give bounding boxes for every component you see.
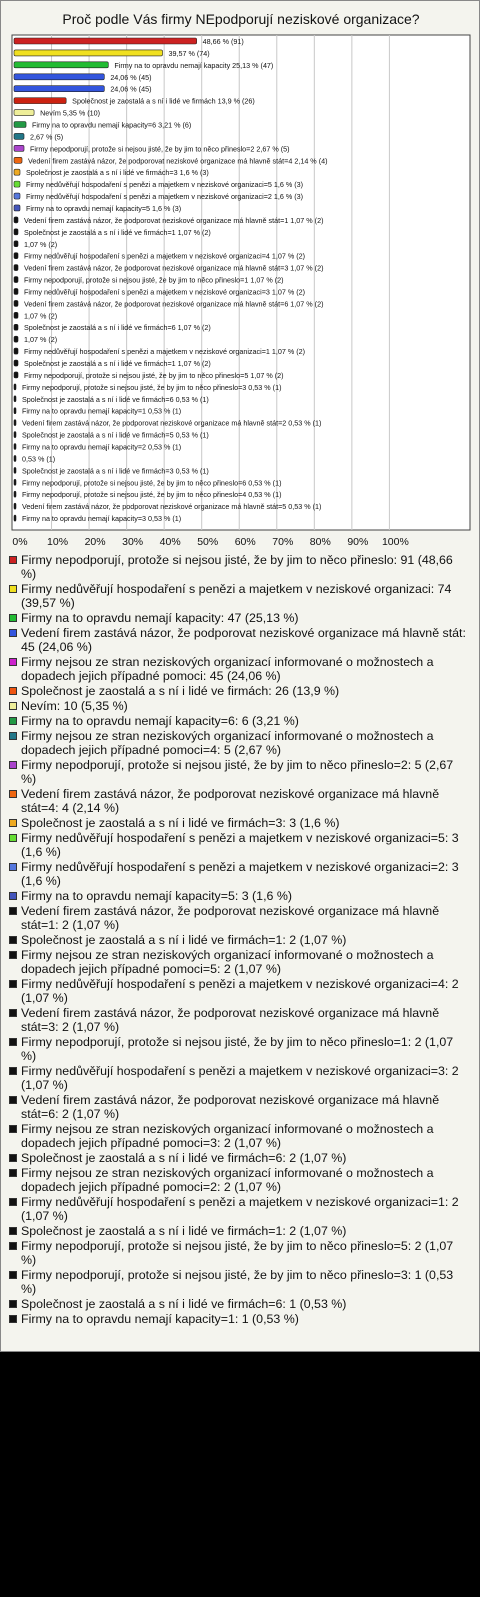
bar-label: Firmy nedůvěřují hospodaření s penězi a majetkem v neziskové organizaci=1 1,07 % (2) bbox=[24, 347, 306, 357]
x-tick-label: 20% bbox=[84, 536, 106, 548]
legend-item bbox=[9, 1239, 471, 1267]
bar-label: Firmy nepodporují, protože si nejsou jisté, že by jim to něco přineslo=2 2,67 % (5) bbox=[30, 144, 290, 154]
legend-label: Firmy nedůvěřují hospodaření s penězi a majetkem v neziskové organizaci: 74 (39,57 %) bbox=[21, 582, 452, 610]
legend-label: Společnost je zaostalá a s ní i lidé ve firmách=1: 2 (1,07 %) bbox=[21, 933, 347, 947]
legend-label: Vedení firem zastává názor, že podporovat neziskové organizace má hlavně stát=4: 4 (2,14 %) bbox=[21, 787, 440, 815]
legend-item bbox=[9, 860, 471, 888]
legend-label: Firmy na to opravdu nemají kapacity: 47 (25,13 %) bbox=[21, 611, 299, 625]
legend-label: Firmy nejsou ze stran neziskových organizací informované o možnostech a dopadech jejich případné pomoci=3: 2 (1,07 %) bbox=[21, 1122, 434, 1150]
legend-item bbox=[9, 1224, 471, 1238]
legend-swatch bbox=[9, 980, 17, 988]
legend-item bbox=[9, 626, 471, 654]
legend-label: Firmy nejsou ze stran neziskových organizací informované o možnostech a dopadech jejich případné pomoci: 45 (24,06 %) bbox=[21, 655, 434, 683]
legend-swatch bbox=[9, 819, 17, 827]
legend-item bbox=[9, 1297, 471, 1311]
legend-swatch bbox=[9, 1198, 17, 1206]
legend-swatch bbox=[9, 658, 17, 666]
bar bbox=[14, 336, 18, 342]
bar-label: Společnost je zaostalá a s ní i lidé ve firmách=3 1,6 % (3) bbox=[26, 168, 209, 178]
legend-label: Firmy nepodporují, protože si nejsou jisté, že by jim to něco přineslo=1: 2 (1,07 %) bbox=[21, 1035, 454, 1063]
legend-label: Firmy nepodporují, protože si nejsou jisté, že by jim to něco přineslo=2: 5 (2,67 %) bbox=[21, 758, 454, 786]
x-tick-label: 10% bbox=[47, 536, 69, 548]
bar bbox=[14, 515, 16, 521]
bar-label: 2,67 % (5) bbox=[30, 132, 64, 142]
legend-item bbox=[9, 948, 471, 976]
bar-label: 39,57 % (74) bbox=[168, 48, 210, 58]
bar bbox=[14, 145, 24, 151]
legend-item bbox=[9, 655, 471, 683]
legend-item bbox=[9, 1035, 471, 1063]
legend-item bbox=[9, 729, 471, 757]
bar bbox=[14, 503, 16, 509]
legend-swatch bbox=[9, 585, 17, 593]
chart-legend bbox=[9, 553, 471, 1327]
legend-label: Vedení firem zastává názor, že podporovat neziskové organizace má hlavně stát=3: 2 (1,07 %) bbox=[21, 1006, 440, 1034]
legend-item bbox=[9, 889, 471, 903]
legend-item bbox=[9, 553, 471, 581]
bar bbox=[14, 217, 18, 223]
legend-item bbox=[9, 904, 471, 932]
bar-label: Společnost je zaostalá a s ní i lidé ve firmách=6 0,53 % (1) bbox=[21, 394, 209, 404]
bar bbox=[14, 38, 197, 44]
legend-label: Firmy nepodporují, protože si nejsou jisté, že by jim to něco přineslo=5: 2 (1,07 %) bbox=[21, 1239, 454, 1267]
chart-title: Proč podle Vás firmy NEpodporují neziskové organizace? bbox=[62, 11, 420, 27]
bar-label: 0,53 % (1) bbox=[21, 454, 56, 464]
legend-label: Firmy nedůvěřují hospodaření s penězi a majetkem v neziskové organizaci=1: 2 (1,07 %) bbox=[21, 1195, 459, 1223]
bar-label: Firmy nepodporují, protože si nejsou jisté, že by jim to něco přineslo=3 0,53 % (1) bbox=[21, 382, 282, 392]
bar-label: Společnost je zaostalá a s ní i lidé ve firmách=1 1,07 % (2) bbox=[24, 227, 211, 237]
bar bbox=[14, 133, 24, 139]
bar bbox=[14, 444, 16, 450]
bar bbox=[14, 408, 16, 414]
legend-label: Společnost je zaostalá a s ní i lidé ve firmách: 26 (13,9 %) bbox=[21, 684, 340, 698]
bar-label: 24,06 % (45) bbox=[110, 84, 152, 94]
bar-chart bbox=[1, 1, 479, 551]
legend-swatch bbox=[9, 629, 17, 637]
bar-label: Firmy nepodporují, protože si nejsou jisté, že by jim to něco přineslo=4 0,53 % (1) bbox=[21, 490, 282, 500]
x-tick-label: 50% bbox=[197, 536, 219, 548]
legend-swatch bbox=[9, 614, 17, 622]
bar-label: Firmy nepodporují, protože si nejsou jisté, že by jim to něco přineslo=1 1,07 % (2) bbox=[24, 275, 284, 285]
bar bbox=[14, 205, 20, 211]
legend-label: Společnost je zaostalá a s ní i lidé ve firmách=3: 3 (1,6 %) bbox=[21, 816, 340, 830]
x-tick-label: 100% bbox=[381, 536, 409, 548]
bar-label: Firmy na to opravdu nemají kapacity=5 1,6 % (3) bbox=[26, 203, 182, 213]
bar-label: Firmy na to opravdu nemají kapacity 25,13 % (47) bbox=[114, 60, 274, 70]
legend-label: Vedení firem zastává názor, že podporovat neziskové organizace má hlavně stát: 45 (24,06 %) bbox=[21, 626, 466, 654]
bar-label: Společnost je zaostalá a s ní i lidé ve firmách=5 0,53 % (1) bbox=[21, 430, 209, 440]
legend-label: Firmy nejsou ze stran neziskových organizací informované o možnostech a dopadech jejich případné pomoci=4: 5 (2,67 %) bbox=[21, 729, 434, 757]
legend-swatch bbox=[9, 790, 17, 798]
bar-label: Firmy nepodporují, protože si nejsou jisté, že by jim to něco přineslo=6 0,53 % (1) bbox=[21, 478, 282, 488]
legend-swatch bbox=[9, 556, 17, 564]
legend-swatch bbox=[9, 1300, 17, 1308]
bar-label: Společnost je zaostalá a s ní i lidé ve firmách=1 1,07 % (2) bbox=[24, 359, 211, 369]
legend-item bbox=[9, 1195, 471, 1223]
bar-label: Firmy nepodporují, protože si nejsou jisté, že by jim to něco přineslo=5 1,07 % (2) bbox=[24, 370, 284, 380]
bar-label: Vedení firem zastává názor, že podporovat neziskové organizace má hlavně stát=2 0,53 % (1) bbox=[21, 418, 322, 428]
bar-label: Společnost je zaostalá a s ní i lidé ve firmách 13,9 % (26) bbox=[72, 96, 255, 106]
bar bbox=[14, 312, 18, 318]
legend-item bbox=[9, 816, 471, 830]
legend-swatch bbox=[9, 1315, 17, 1323]
legend-swatch bbox=[9, 951, 17, 959]
legend-item bbox=[9, 1006, 471, 1034]
legend-item bbox=[9, 1151, 471, 1165]
bar bbox=[14, 467, 16, 473]
legend-item bbox=[9, 1166, 471, 1194]
legend-label: Firmy nejsou ze stran neziskových organizací informované o možnostech a dopadech jejich případné pomoci=2: 2 (1,07 %) bbox=[21, 1166, 434, 1194]
legend-swatch bbox=[9, 1271, 17, 1279]
legend-swatch bbox=[9, 732, 17, 740]
legend-item bbox=[9, 699, 471, 713]
bar-label: Firmy nedůvěřují hospodaření s penězi a majetkem v neziskové organizaci=4 1,07 % (2) bbox=[24, 251, 306, 261]
legend-item bbox=[9, 714, 471, 728]
legend-item bbox=[9, 758, 471, 786]
legend-swatch bbox=[9, 1154, 17, 1162]
legend-label: Firmy nedůvěřují hospodaření s penězi a majetkem v neziskové organizaci=5: 3 (1,6 %) bbox=[21, 831, 459, 859]
bar bbox=[14, 324, 18, 330]
x-tick-label: 60% bbox=[234, 536, 256, 548]
bar bbox=[14, 241, 18, 247]
bar-label: Nevím 5,35 % (10) bbox=[40, 108, 101, 118]
bar bbox=[14, 396, 16, 402]
legend-swatch bbox=[9, 1242, 17, 1250]
legend-item bbox=[9, 787, 471, 815]
bar bbox=[14, 181, 20, 187]
legend-item bbox=[9, 684, 471, 698]
legend-swatch bbox=[9, 717, 17, 725]
legend-label: Společnost je zaostalá a s ní i lidé ve firmách=6: 1 (0,53 %) bbox=[21, 1297, 347, 1311]
bar-label: Firmy na to opravdu nemají kapacity=6 3,21 % (6) bbox=[32, 120, 192, 130]
bar bbox=[14, 169, 20, 175]
legend-item bbox=[9, 1093, 471, 1121]
legend-swatch bbox=[9, 1038, 17, 1046]
bar bbox=[14, 348, 18, 354]
legend-swatch bbox=[9, 1096, 17, 1104]
bar-label: 24,06 % (45) bbox=[110, 72, 152, 82]
bar bbox=[14, 62, 108, 68]
legend-swatch bbox=[9, 1067, 17, 1075]
bar-label: Vedení firem zastává názor, že podporovat neziskové organizace má hlavně stát=4 2,14 % (4) bbox=[28, 156, 328, 166]
bar bbox=[14, 265, 18, 271]
legend-label: Firmy nejsou ze stran neziskových organizací informované o možnostech a dopadech jejich případné pomoci=5: 2 (1,07 %) bbox=[21, 948, 434, 976]
x-tick-label: 70% bbox=[272, 536, 294, 548]
legend-swatch bbox=[9, 936, 17, 944]
bar-label: Firmy na to opravdu nemají kapacity=1 0,53 % (1) bbox=[21, 406, 182, 416]
legend-swatch bbox=[9, 687, 17, 695]
bar bbox=[14, 455, 16, 461]
bar-label: Společnost je zaostalá a s ní i lidé ve firmách=6 1,07 % (2) bbox=[24, 323, 211, 333]
bar bbox=[14, 74, 104, 80]
bar bbox=[14, 384, 16, 390]
legend-item bbox=[9, 1064, 471, 1092]
bar bbox=[14, 300, 18, 306]
bar-label: Firmy nedůvěřují hospodaření s penězi a majetkem v neziskové organizaci=2 1,6 % (3) bbox=[26, 192, 304, 202]
bar bbox=[14, 372, 18, 378]
bar-label: Firmy nedůvěřují hospodaření s penězi a majetkem v neziskové organizaci=5 1,6 % (3) bbox=[26, 180, 304, 190]
legend-label: Vedení firem zastává názor, že podporovat neziskové organizace má hlavně stát=1: 2 (1,07 %) bbox=[21, 904, 440, 932]
bar bbox=[14, 491, 16, 497]
bar-label: 1,07 % (2) bbox=[24, 311, 58, 321]
legend-swatch bbox=[9, 892, 17, 900]
bar bbox=[14, 86, 104, 92]
x-tick-label: 40% bbox=[159, 536, 181, 548]
legend-item bbox=[9, 933, 471, 947]
legend-swatch bbox=[9, 1227, 17, 1235]
legend-swatch bbox=[9, 1169, 17, 1177]
bar-label: Firmy na to opravdu nemají kapacity=3 0,53 % (1) bbox=[21, 514, 182, 524]
legend-swatch bbox=[9, 1125, 17, 1133]
bar bbox=[14, 479, 16, 485]
x-tick-label: 80% bbox=[309, 536, 331, 548]
legend-label: Firmy nedůvěřují hospodaření s penězi a majetkem v neziskové organizaci=2: 3 (1,6 %) bbox=[21, 860, 459, 888]
legend-label: Firmy nedůvěřují hospodaření s penězi a majetkem v neziskové organizaci=4: 2 (1,07 %) bbox=[21, 977, 459, 1005]
bar-label: Společnost je zaostalá a s ní i lidé ve firmách=3 0,53 % (1) bbox=[21, 466, 209, 476]
bar-label: Vedení firem zastává názor, že podporovat neziskové organizace má hlavně stát=5 0,53 % (1) bbox=[21, 502, 322, 512]
legend-item bbox=[9, 582, 471, 610]
bar-label: Vedení firem zastává názor, že podporovat neziskové organizace má hlavně stát=3 1,07 % (2) bbox=[24, 263, 324, 273]
bar bbox=[14, 110, 34, 116]
legend-swatch bbox=[9, 863, 17, 871]
bar bbox=[14, 229, 18, 235]
bar bbox=[14, 277, 18, 283]
x-tick-label: 0% bbox=[12, 536, 28, 548]
bar-label: 1,07 % (2) bbox=[24, 335, 58, 345]
bar-label: 48,66 % (91) bbox=[202, 37, 244, 46]
legend-label: Vedení firem zastává názor, že podporovat neziskové organizace má hlavně stát=6: 2 (1,07 %) bbox=[21, 1093, 440, 1121]
legend-label: Společnost je zaostalá a s ní i lidé ve firmách=1: 2 (1,07 %) bbox=[21, 1224, 347, 1238]
bar bbox=[14, 253, 18, 259]
legend-label: Firmy na to opravdu nemají kapacity=5: 3 (1,6 %) bbox=[21, 889, 292, 903]
bar-label: Firmy nedůvěřují hospodaření s penězi a majetkem v neziskové organizaci=3 1,07 % (2) bbox=[24, 287, 306, 297]
bar-label: Firmy na to opravdu nemají kapacity=2 0,53 % (1) bbox=[21, 442, 182, 452]
legend-swatch bbox=[9, 702, 17, 710]
legend-label: Firmy nepodporují, protože si nejsou jisté, že by jim to něco přineslo: 91 (48,66 %) bbox=[21, 553, 453, 581]
bar bbox=[14, 50, 163, 56]
legend-label: Firmy na to opravdu nemají kapacity=6: 6 (3,21 %) bbox=[21, 714, 299, 728]
bar-label: Vedení firem zastává názor, že podporovat neziskové organizace má hlavně stát=1 1,07 % (2) bbox=[24, 215, 324, 225]
bar bbox=[14, 432, 16, 438]
bar bbox=[14, 121, 26, 127]
x-tick-label: 30% bbox=[122, 536, 144, 548]
bar bbox=[14, 157, 22, 163]
bar bbox=[14, 288, 18, 294]
legend-swatch bbox=[9, 834, 17, 842]
legend-item bbox=[9, 1268, 471, 1296]
legend-item bbox=[9, 611, 471, 625]
legend-label: Nevím: 10 (5,35 %) bbox=[21, 699, 128, 713]
legend-swatch bbox=[9, 1009, 17, 1017]
legend-item bbox=[9, 977, 471, 1005]
bar-label: 1,07 % (2) bbox=[24, 239, 58, 249]
legend-item bbox=[9, 1122, 471, 1150]
bar-label: Vedení firem zastává názor, že podporovat neziskové organizace má hlavně stát=6 1,07 % (2) bbox=[24, 299, 324, 309]
legend-label: Firmy na to opravdu nemají kapacity=1: 1 (0,53 %) bbox=[21, 1312, 299, 1326]
bar bbox=[14, 98, 66, 104]
legend-label: Společnost je zaostalá a s ní i lidé ve firmách=6: 2 (1,07 %) bbox=[21, 1151, 347, 1165]
legend-swatch bbox=[9, 907, 17, 915]
bar bbox=[14, 420, 16, 426]
legend-swatch bbox=[9, 761, 17, 769]
bar bbox=[14, 193, 20, 199]
legend-item bbox=[9, 831, 471, 859]
legend-label: Firmy nedůvěřují hospodaření s penězi a majetkem v neziskové organizaci=3: 2 (1,07 %) bbox=[21, 1064, 459, 1092]
legend-item bbox=[9, 1312, 471, 1326]
legend-label: Firmy nepodporují, protože si nejsou jisté, že by jim to něco přineslo=3: 1 (0,53 %) bbox=[21, 1268, 454, 1296]
x-tick-label: 90% bbox=[347, 536, 369, 548]
bar bbox=[14, 360, 18, 366]
